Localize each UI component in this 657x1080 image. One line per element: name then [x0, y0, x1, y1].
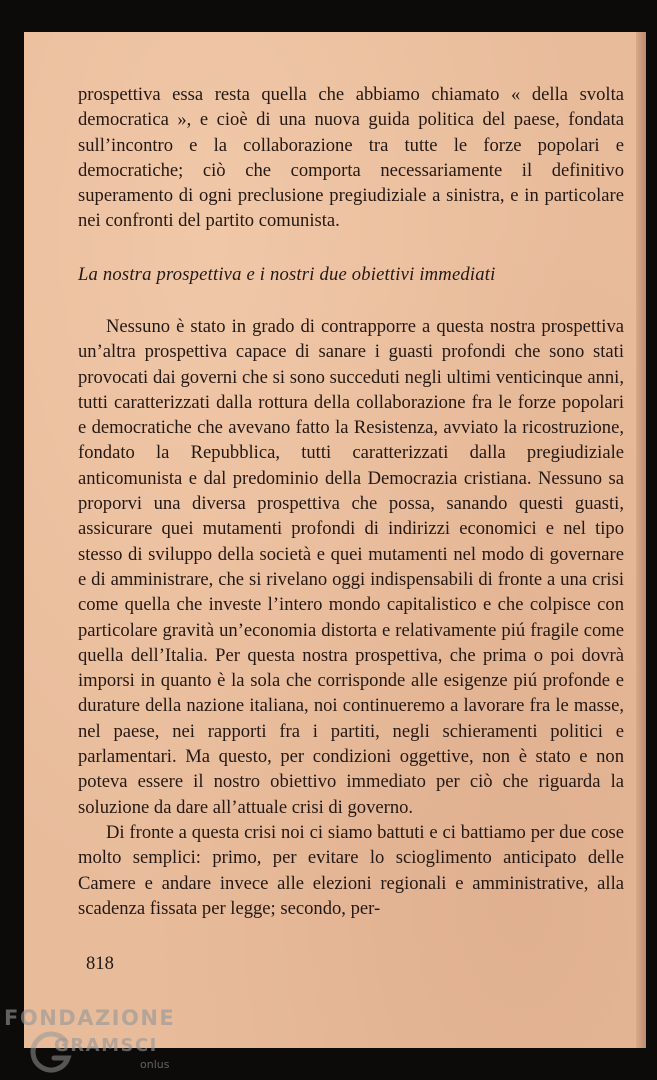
fondazione-gramsci-watermark — [4, 1006, 174, 1080]
paragraph-2: Di fronte a questa crisi noi ci siamo battuti e ci battiamo per due cose molto semplici: primo, per evitare lo scioglimento anticipato delle Camere e andare invece alle elezioni regionali e amministrative, alla scadenza fissata per legge; secondo, per- — [78, 821, 624, 919]
intro-text: prospettiva essa resta quella che abbiamo chiamato « della svolta democratica », e cioè di una nuova guida politica del paese, fondata sull’incontro e la collaborazione tra tutte le forze popolari e democratiche; ciò che comporta necessariamente il definitivo superamento di ogni preclusione pregiudiziale a sinistra, e in particolare nei confronti del partito comunista. — [78, 84, 624, 232]
watermark-line-2: GRAMSCI — [54, 1035, 158, 1056]
body-text — [78, 314, 624, 921]
page-edge-shadow — [636, 32, 646, 1048]
intro-paragraph — [78, 82, 624, 234]
watermark-line-3: onlus — [140, 1058, 170, 1071]
section-heading: La nostra prospettiva e i nostri due obiettivi immediati — [78, 264, 496, 285]
watermark-line-1: FONDAZIONE — [4, 1006, 176, 1030]
page-number: 818 — [86, 953, 114, 974]
paragraph-1: Nessuno è stato in grado di contrapporre a questa nostra prospettiva un’altra prospettiva capace di sanare i guasti profondi che sono stati provocati dai governi che si sono succeduti negli ultimi venticinque anni, tutti caratterizzati dalla rottura della collaborazione fra le forze popolari e democratiche che avevano fatto la Resistenza, avviato la ricostruzione, fondato la Repubblica, tutti caratterizzati dalla pregiudiziale anticomunista e dal predominio della Democrazia cristiana. Nessuno sa proporvi una diversa prospettiva che possa, sanando questi guasti, assicurare quei mutamenti profondi di indirizzi economici e nel tipo stesso di sviluppo della società e quei mutamenti nel modo di governare e di amministrare, che si rivelano oggi indispensabili di fronte a una crisi come quella che investe l’intero mondo capitalistico e che colpisce con particolare gravità un’economia distorta e relativamente piú fragile come quella dell’Italia. Per questa nostra prospettiva, che prima o poi dovrà imporsi in quanto è la sola che corrisponde alle esigenze piú profonde e durature della nazione italiana, noi continueremo a lavorare fra le masse, nel paese, nei rapporti fra i partiti, negli schieramenti politici e parlamentari. Ma questo, per condizioni oggettive, non è stato e non poteva essere il nostro obiettivo immediato per ciò che riguarda la soluzione da dare all’attuale crisi di governo. — [78, 316, 624, 818]
